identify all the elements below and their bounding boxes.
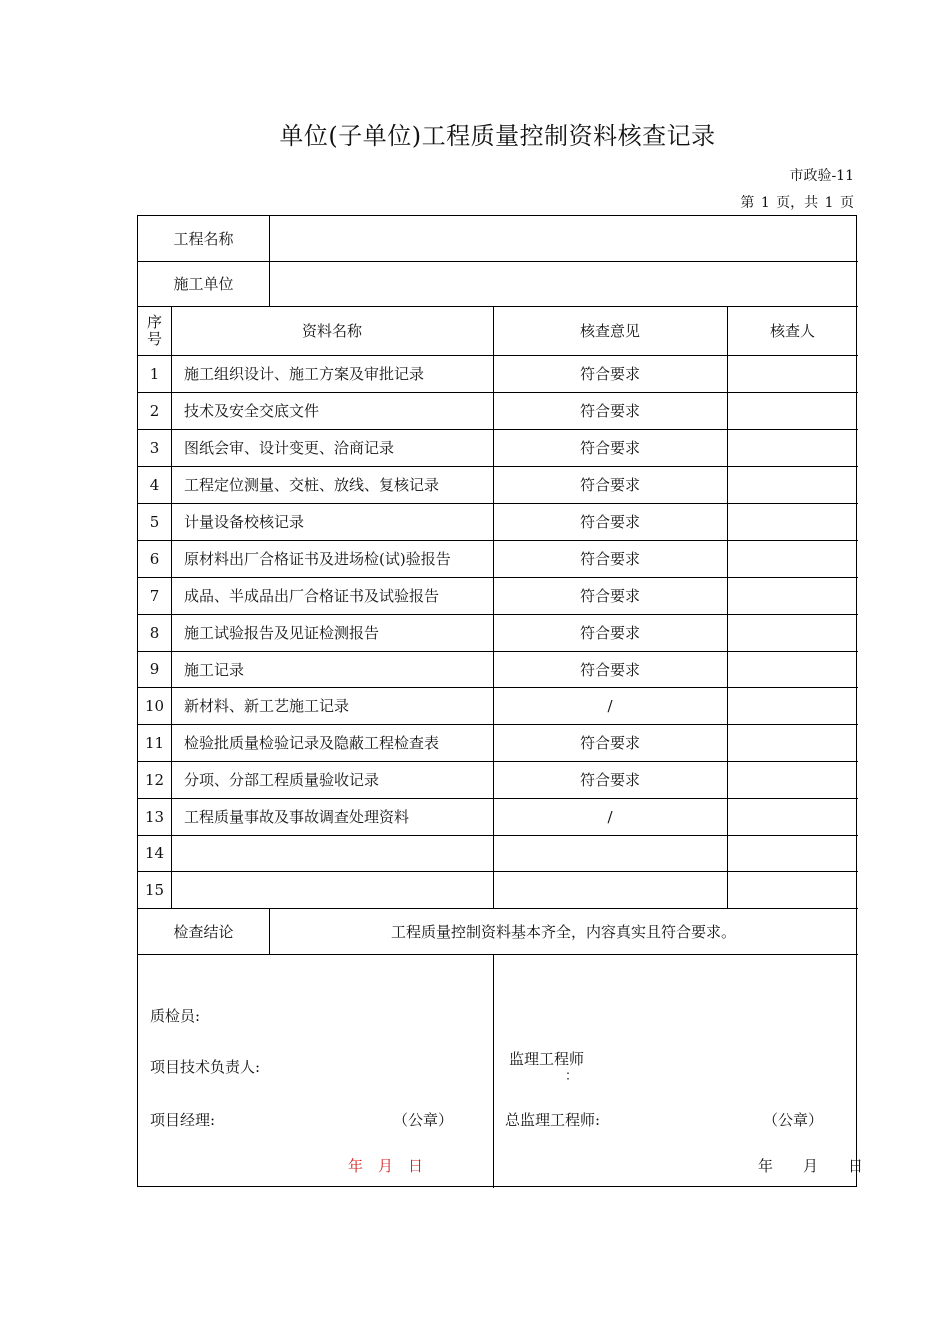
row-document-name: 施工试验报告及见证检测报告 <box>184 624 380 642</box>
left-seal: （公章） <box>393 1111 454 1129</box>
row-number: 14 <box>144 844 165 862</box>
row-checker <box>727 392 858 429</box>
manager-label: 项目经理: <box>150 1111 216 1129</box>
row-number: 3 <box>149 438 160 457</box>
project-name-label: 工程名称 <box>173 230 234 248</box>
right-date: 年 月 日 <box>758 1157 864 1175</box>
row-opinion: 符合要求 <box>579 439 640 457</box>
row-opinion: 符合要求 <box>579 734 640 752</box>
row-document-name <box>184 871 489 908</box>
row-opinion: 符合要求 <box>579 587 640 605</box>
row-document-name: 新材料、新工艺施工记录 <box>184 697 350 715</box>
row-number: 15 <box>144 880 165 899</box>
row-document-name: 工程质量事故及事故调查处理资料 <box>184 808 410 826</box>
row-document-name: 施工组织设计、施工方案及审批记录 <box>184 365 425 383</box>
left-date: 年 月 日 <box>348 1157 424 1175</box>
row-checker <box>727 761 858 798</box>
row-opinion: 符合要求 <box>579 771 640 789</box>
row-checker <box>727 540 858 577</box>
row-number: 7 <box>149 586 160 605</box>
row-opinion: 符合要求 <box>579 365 640 383</box>
row-checker <box>727 651 858 687</box>
row-checker <box>727 614 858 651</box>
row-number: 1 <box>149 364 160 383</box>
row-opinion: 符合要求 <box>579 660 640 679</box>
row-number: 12 <box>144 770 165 789</box>
row-document-name: 施工记录 <box>184 660 245 679</box>
row-number: 5 <box>149 512 160 531</box>
row-checker <box>727 724 858 761</box>
row-checker <box>727 466 858 503</box>
page-info: 第 1 页，共 1 页 <box>740 195 854 211</box>
row-checker <box>727 429 858 466</box>
row-opinion: 符合要求 <box>579 476 640 494</box>
construction-unit-value <box>281 261 851 306</box>
row-number: 2 <box>149 401 160 420</box>
row-number: 9 <box>149 660 160 678</box>
supervisor-label: 监理工程师 <box>509 1050 585 1068</box>
record-table <box>137 215 864 1187</box>
construction-unit-label: 施工单位 <box>173 275 234 293</box>
row-opinion: 符合要求 <box>579 624 640 642</box>
row-document-name: 分项、分部工程质量验收记录 <box>184 771 380 789</box>
column-header-opinion: 核查意见 <box>579 322 640 340</box>
inspector-label: 质检员: <box>150 1007 201 1025</box>
conclusion-label: 检查结论 <box>173 922 234 941</box>
row-opinion <box>493 871 727 908</box>
row-document-name: 成品、半成品出厂合格证书及试验报告 <box>184 587 440 605</box>
row-number: 11 <box>144 733 165 752</box>
row-opinion: / <box>607 696 613 715</box>
row-checker <box>727 355 858 392</box>
row-checker <box>727 503 858 540</box>
row-document-name: 原材料出厂合格证书及进场检(试)验报告 <box>184 550 451 568</box>
row-checker <box>727 687 858 724</box>
row-document-name: 图纸会审、设计变更、洽商记录 <box>184 439 395 457</box>
column-header-checker: 核查人 <box>769 322 815 340</box>
row-checker <box>727 577 858 614</box>
row-number: 10 <box>144 696 165 715</box>
row-number: 8 <box>149 623 160 642</box>
project-name-value <box>281 216 851 261</box>
row-number: 13 <box>144 807 165 826</box>
row-number: 4 <box>149 475 160 494</box>
column-header-name: 资料名称 <box>301 322 362 340</box>
row-document-name: 技术及安全交底文件 <box>184 402 320 420</box>
row-opinion: / <box>607 807 613 826</box>
right-seal: （公章） <box>763 1111 824 1129</box>
row-document-name: 计量设备校核记录 <box>184 513 305 531</box>
row-opinion: 符合要求 <box>579 550 640 568</box>
page-title: 单位(子单位)工程质量控制资料核查记录 <box>279 122 716 150</box>
row-opinion: 符合要求 <box>579 513 640 531</box>
row-opinion: 符合要求 <box>579 402 640 420</box>
row-checker <box>727 871 858 908</box>
chief-supervisor-label: 总监理工程师: <box>505 1111 601 1129</box>
row-checker <box>727 798 858 835</box>
conclusion-text: 工程质量控制资料基本齐全，内容真实且符合要求。 <box>390 922 736 941</box>
tech-lead-label: 项目技术负责人: <box>150 1058 261 1076</box>
row-document-name <box>184 835 489 871</box>
row-checker <box>727 835 858 871</box>
row-document-name: 检验批质量检验记录及隐蔽工程检查表 <box>184 734 440 752</box>
row-document-name: 工程定位测量、交桩、放线、复核记录 <box>184 476 440 494</box>
form-code: 市政验-11 <box>789 168 854 184</box>
row-opinion <box>493 835 727 871</box>
supervisor-colon: ： <box>565 1069 579 1084</box>
row-number: 6 <box>149 549 160 568</box>
column-header-seq: 序号 <box>146 312 162 348</box>
